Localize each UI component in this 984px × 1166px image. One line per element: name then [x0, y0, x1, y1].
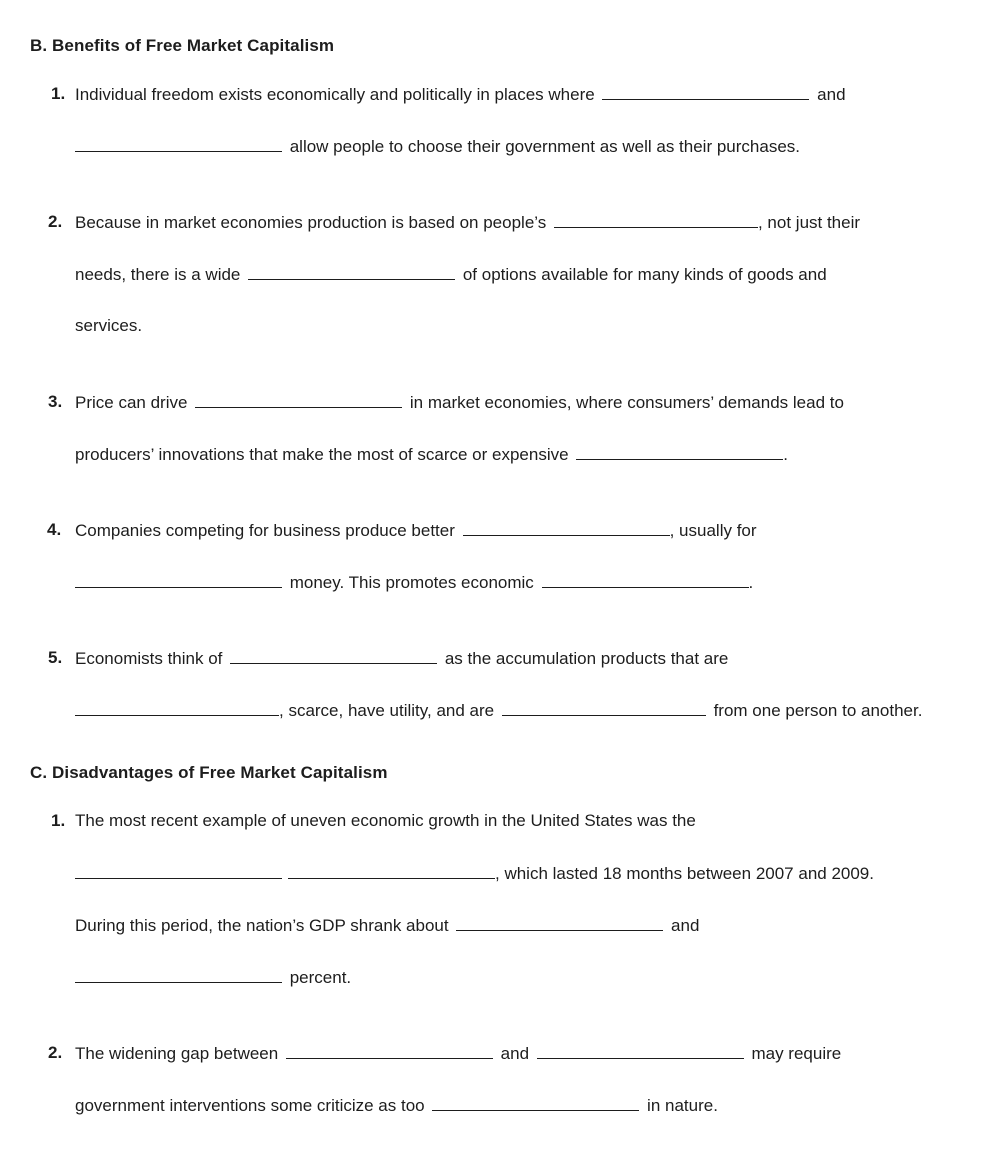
c2-number: 2. [48, 1043, 63, 1062]
b2-text-e: services. [75, 316, 143, 335]
c1-line-3 [75, 915, 699, 936]
b2-text-d: of options available for many kinds of goods and [458, 265, 827, 284]
section-b-heading: B. Benefits of Free Market Capitalism [30, 36, 335, 55]
b3-text-d: . [783, 445, 789, 464]
b5-text-b: as the accumulation products that are [440, 649, 729, 668]
b4-text-a: Companies competing for business produce better [75, 521, 460, 540]
b2-text-b: , not just their [757, 213, 861, 232]
b3-text-b: in market economies, where consumers’ demands lead to [405, 393, 844, 412]
b3-text-c: producers’ innovations that make the most of scarce or expensive [75, 445, 574, 464]
b3-text-a: Price can drive [75, 393, 193, 412]
c1-text-e: percent. [285, 968, 352, 987]
b3-blank-2[interactable] [576, 444, 783, 460]
c2-blank-3[interactable] [432, 1095, 639, 1111]
b5-text-a: Economists think of [75, 649, 228, 668]
b2-line-1 [75, 212, 860, 233]
c1-blank-1[interactable] [75, 863, 282, 879]
b1-text-c: allow people to choose their government as well as their purchases. [285, 137, 801, 156]
b4-text-c: money. This promotes economic [285, 573, 539, 592]
b5-text-c: , scarce, have utility, and are [279, 701, 499, 720]
b4-blank-3[interactable] [542, 572, 749, 588]
b2-text-c: needs, there is a wide [75, 265, 246, 284]
c1-number: 1. [51, 811, 66, 830]
b2-blank-1[interactable] [554, 212, 758, 228]
c1-text-d: and [666, 916, 700, 935]
b5-line-1 [75, 648, 728, 669]
b3-blank-1[interactable] [195, 392, 402, 408]
b1-line-2 [75, 136, 800, 157]
c2-line-2 [75, 1095, 718, 1116]
b4-text-b: , usually for [669, 521, 757, 540]
b3-line-2 [75, 444, 788, 465]
b1-text-a: Individual freedom exists economically and politically in places where [75, 85, 600, 104]
b5-blank-2[interactable] [75, 700, 279, 716]
b1-line-1 [75, 84, 846, 105]
b1-blank-1[interactable] [602, 84, 809, 100]
b2-blank-2[interactable] [248, 264, 455, 280]
b1-text-b: and [812, 85, 846, 104]
b2-number: 2. [48, 212, 63, 231]
b2-line-3 [75, 316, 142, 336]
b3-line-1 [75, 392, 844, 413]
b5-blank-1[interactable] [230, 648, 437, 664]
b5-text-d: from one person to another. [708, 701, 923, 720]
b4-line-2 [75, 572, 753, 593]
b4-blank-1[interactable] [463, 520, 670, 536]
b1-number: 1. [51, 84, 66, 103]
c2-text-a: The widening gap between [75, 1044, 283, 1063]
b5-blank-3[interactable] [502, 700, 706, 716]
c2-blank-1[interactable] [286, 1043, 493, 1059]
b4-line-1 [75, 520, 757, 541]
b3-number: 3. [48, 392, 63, 411]
c1-text-a: The most recent example of uneven economic growth in the United States was the [75, 811, 696, 830]
b5-number: 5. [48, 648, 63, 667]
c1-blank-4[interactable] [75, 967, 282, 983]
c2-text-b: and [495, 1044, 534, 1063]
c1-blank-2[interactable] [288, 863, 495, 879]
c2-text-e: in nature. [642, 1096, 718, 1115]
c2-blank-2[interactable] [537, 1043, 744, 1059]
c1-line-1 [75, 811, 696, 831]
c2-text-d: government interventions some criticize as too [75, 1096, 430, 1115]
c1-line-4 [75, 967, 351, 988]
b4-number: 4. [47, 520, 62, 539]
b4-blank-2[interactable] [75, 572, 282, 588]
b2-text-a: Because in market economies production is based on people’s [75, 213, 551, 232]
c2-line-1 [75, 1043, 841, 1064]
c1-blank-3[interactable] [456, 915, 663, 931]
c1-text-c: During this period, the nation’s GDP shrank about [75, 916, 454, 935]
b2-line-2 [75, 264, 827, 285]
c1-text-b: , which lasted 18 months between 2007 and 2009. [495, 864, 874, 883]
b4-text-d: . [748, 573, 754, 592]
b5-line-2 [75, 700, 922, 721]
section-c-heading: C. Disadvantages of Free Market Capitalism [30, 763, 388, 782]
b1-blank-2[interactable] [75, 136, 282, 152]
c1-line-2 [75, 863, 874, 884]
c2-text-c: may require [746, 1044, 842, 1063]
